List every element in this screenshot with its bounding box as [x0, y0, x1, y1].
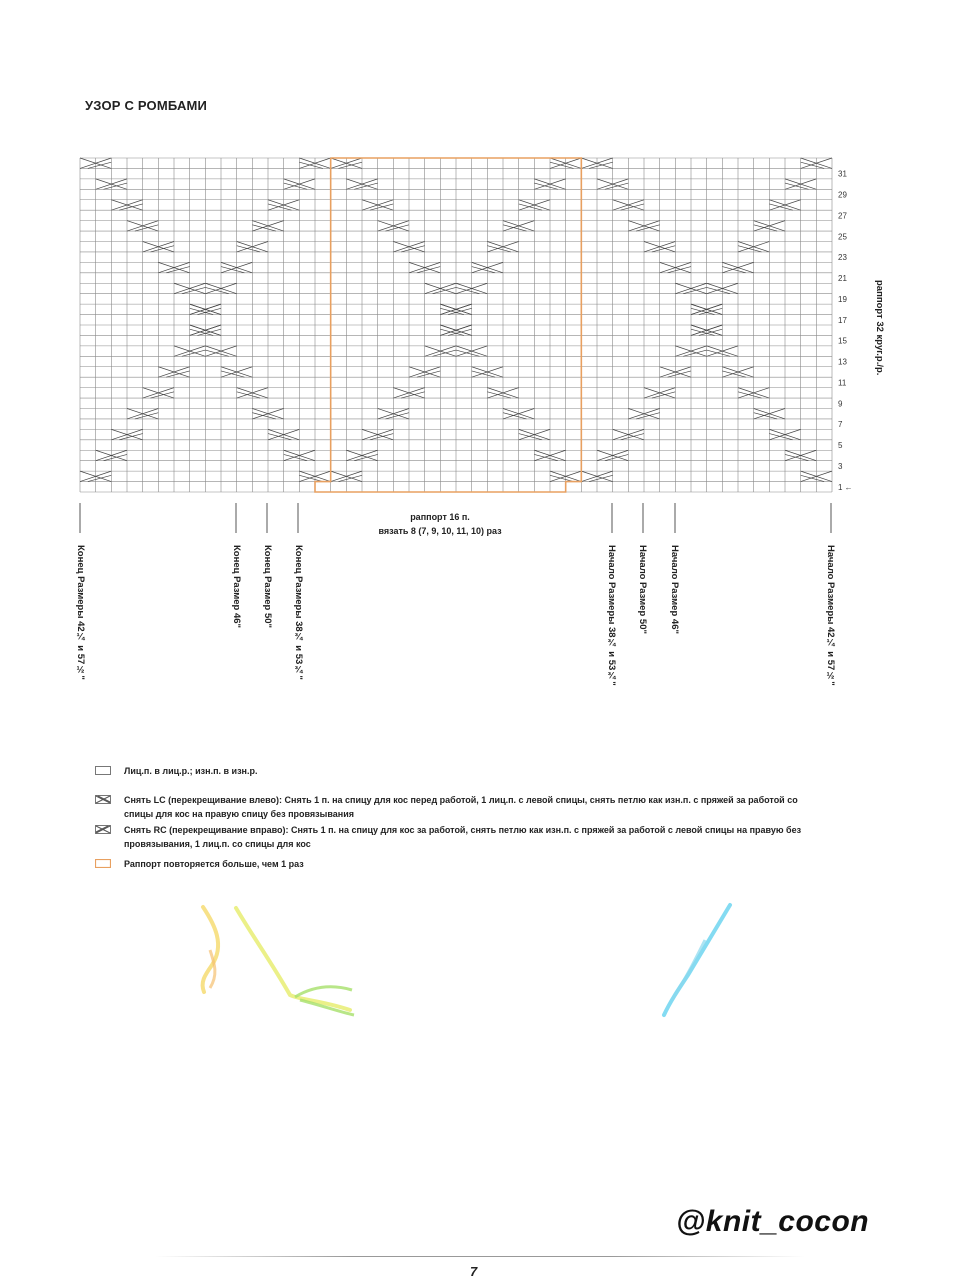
row-number: 15 — [838, 336, 847, 346]
row-number: 13 — [838, 357, 847, 367]
repeat-note-line2: вязать 8 (7, 9, 10, 11, 10) раз — [378, 526, 502, 536]
page-number: 7 — [470, 1264, 478, 1279]
size-marker-end-46: Конец Размер 46" — [231, 545, 242, 629]
chart-title: УЗОР С РОМБАМИ — [85, 98, 208, 113]
row-number: 23 — [838, 253, 847, 263]
row-number: 25 — [838, 232, 847, 242]
size-marker-end-50: Конец Размер 50" — [262, 545, 273, 629]
row-number: 19 — [838, 294, 847, 304]
size-marker-end-42-57: Конец Размеры 42¼ и 57½" — [75, 545, 86, 680]
row-number: 3 — [838, 461, 843, 471]
row-number: 1 ← — [838, 482, 853, 492]
size-marker-start-46: Начало Размер 46" — [669, 545, 680, 634]
watermark-handle: @knit_cocon — [676, 1205, 870, 1238]
row-number: 31 — [838, 169, 847, 179]
row-number: 7 — [838, 420, 843, 430]
footer-divider — [155, 1256, 805, 1257]
size-marker-start-38-53: Начало Размеры 38¾ и 53¾" — [606, 545, 617, 686]
row-number: 29 — [838, 190, 847, 200]
size-marker-end-38-53: Конец Размеры 38¾ и 53¾" — [293, 545, 304, 680]
row-number: 27 — [838, 211, 847, 221]
row-number: 9 — [838, 399, 843, 409]
size-marker-start-42-57: Начало Размеры 42¼ и 57½" — [825, 545, 836, 686]
row-number: 17 — [838, 315, 847, 325]
size-marker-start-50: Начало Размер 50" — [637, 545, 648, 634]
row-number: 21 — [838, 274, 847, 284]
repeat-note-line1: раппорт 16 п. — [410, 512, 470, 522]
row-number: 5 — [838, 441, 843, 451]
rows-repeat-label: раппорт 32 круг.р./р. — [874, 280, 885, 376]
row-number: 11 — [838, 378, 847, 388]
